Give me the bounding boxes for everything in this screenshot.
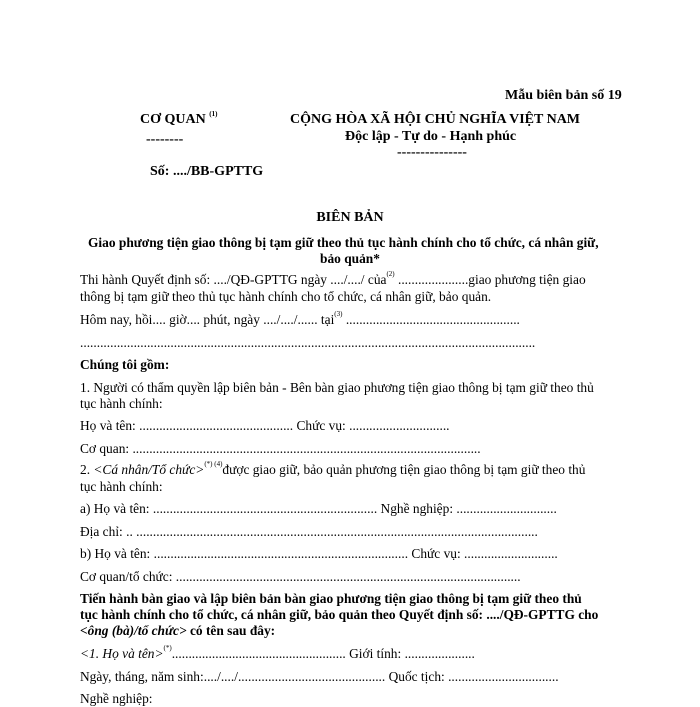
person-birth-line: Ngày, tháng, năm sinh:..../..../............................................ Quốc tịch: ................................. xyxy=(80,669,559,684)
person-name-line xyxy=(80,646,475,662)
section2-a-line: a) Họ và tên: ................................................................... Nghề nghiệp: .............................. xyxy=(80,501,557,516)
form-number: Mẫu biên bản số 19 xyxy=(505,88,622,103)
person-note: (*) xyxy=(163,644,172,652)
intro-line-1 xyxy=(80,272,586,288)
handover-line-3 xyxy=(80,623,275,639)
section2-note: (*) (4) xyxy=(204,460,223,468)
handover-italic: <ông (bà)/tổ chức> xyxy=(80,623,187,638)
intro-line-3-tail: .................................................... xyxy=(342,312,520,327)
participants-heading: Chúng tôi gồm: xyxy=(80,357,170,372)
section1-agency-line: Cơ quan: ........................................................................................................ xyxy=(80,441,481,456)
section2-line-1 xyxy=(80,462,585,478)
person-item-italic: <1. Họ và tên> xyxy=(80,646,164,661)
document-number: Số: ..../BB-GPTTG xyxy=(150,164,264,179)
agency-text: CƠ QUAN xyxy=(140,112,206,127)
agency-label xyxy=(140,112,217,128)
section2-line-2: tục hành chính: xyxy=(80,479,163,494)
intro-line-3-text: Hôm nay, hồi.... giờ.... phút, ngày ..../..../...... tại xyxy=(80,312,335,327)
intro-line-3 xyxy=(80,312,520,328)
intro-line-1-text: Thi hành Quyết định số: ..../QĐ-GPTTG ngày ..../..../ của xyxy=(80,272,387,287)
motto-rule: --------------- xyxy=(397,145,467,160)
section1-line-1: 1. Người có thẩm quyền lập biên bản - Bên bàn giao phương tiện giao thông bị tạm giữ theo thủ xyxy=(80,380,594,395)
section1-name-line: Họ và tên: .............................................. Chức vụ: .............................. xyxy=(80,418,450,433)
agency-rule: -------- xyxy=(146,132,184,147)
intro-note-3: (3) xyxy=(334,310,343,318)
handover-line-1: Tiến hành bàn giao và lập biên bản bàn giao phương tiện giao thông bị tạm giữ theo thủ xyxy=(80,591,582,606)
intro-note-2: (2) xyxy=(386,270,395,278)
person-name-rest: .................................................... Giới tính: ..................... xyxy=(171,646,475,661)
section2-b-line: b) Họ và tên: ............................................................................ Chức vụ: ............................ xyxy=(80,546,558,561)
country-name: CỘNG HÒA XÃ HỘI CHỦ NGHĨA VIỆT NAM xyxy=(290,112,581,127)
handover-line-2: tục hành chính cho tổ chức, cá nhân giữ, bảo quản theo Quyết định số: ..../QĐ-GPTTG cho xyxy=(80,607,599,622)
section2-suffix: được giao giữ, bảo quản phương tiện giao thông bị tạm giữ theo thủ xyxy=(222,462,586,477)
section2-prefix: 2. xyxy=(80,462,94,477)
section2-org-line: Cơ quan/tổ chức: ....................................................................................................... xyxy=(80,569,521,584)
handover-rest: có tên sau đây: xyxy=(186,623,276,638)
agency-note: (1) xyxy=(209,110,218,118)
subtitle-line-1: Giao phương tiện giao thông bị tạm giữ theo thủ tục hành chính cho tổ chức, cá nhân giữ, xyxy=(88,235,599,250)
national-motto: Độc lập - Tự do - Hạnh phúc xyxy=(345,129,517,144)
intro-line-4: ........................................................................................................................................ xyxy=(80,335,536,350)
section2-address-line: Địa chỉ: .. ........................................................................................................................ xyxy=(80,524,538,539)
intro-line-1-tail: .....................giao phương tiện giao xyxy=(394,272,586,287)
person-job-line: Nghề nghiệp: xyxy=(80,691,153,706)
section1-line-2: tục hành chính: xyxy=(80,396,163,411)
section2-italic: <Cá nhân/Tổ chức> xyxy=(93,462,205,477)
intro-line-2: thông bị tạm giữ theo thủ tục hành chính cho tổ chức, cá nhân giữ, bảo quản. xyxy=(80,289,492,304)
subtitle-line-2: bảo quản* xyxy=(320,251,380,266)
page-title: BIÊN BẢN xyxy=(316,210,384,225)
